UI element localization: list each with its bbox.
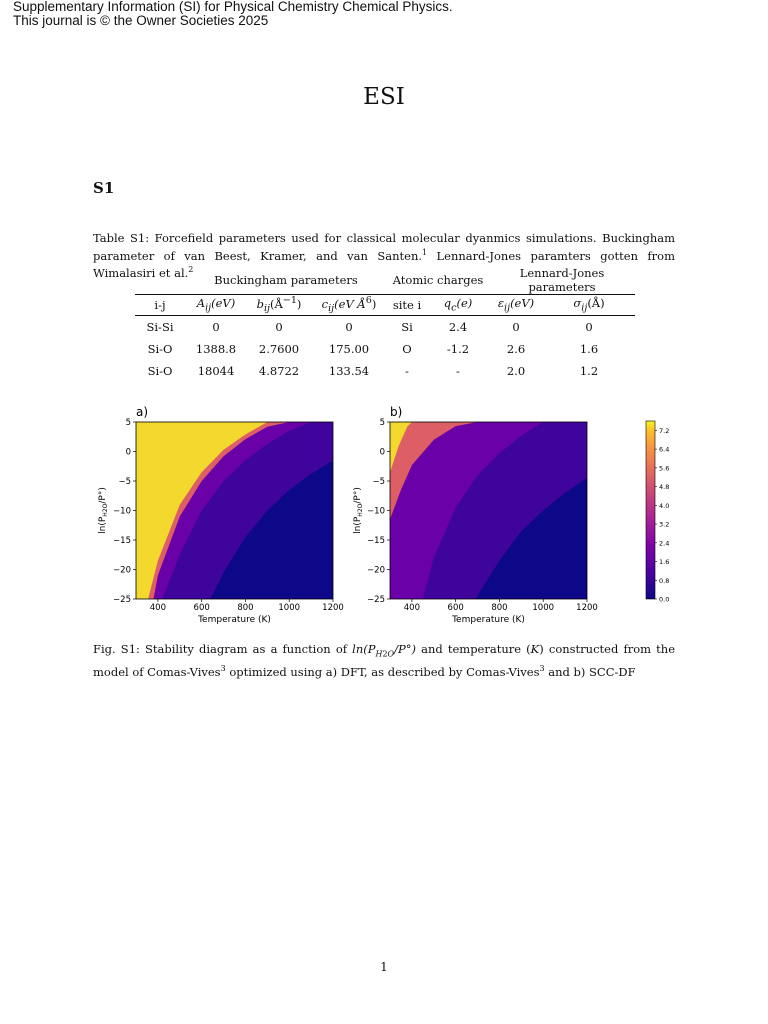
x-tick-label: 600 — [193, 603, 210, 613]
x-tick-label: 400 — [149, 603, 167, 613]
y-tick-label: −20 — [367, 565, 385, 576]
col-sigma: $\sigma_{ij}(Å)$ — [543, 295, 635, 316]
table-caption-text: Table S1: Forcefield parameters used for classical molecular dyanmics simulations. Buckingham parameter of van Beest, Kramer, and van Santen. — [93, 231, 675, 263]
figure-caption: Fig. S1: Stability diagram as a function of $\ln(P_{H2O}/P^\circ)$ and temperature (K) constructed from the model of Comas-Vives$^3$ optimized using a) DFT, as described by Comas-Vives$^3$ and b) SCC-DF — [93, 642, 676, 679]
col-a: $A_{ij}(eV)$ — [185, 295, 247, 316]
y-tick-label: 5 — [125, 418, 131, 428]
header-line-2: This journal is © the Owner Societies 2025 — [13, 13, 269, 28]
table-cell: -1.2 — [446, 342, 470, 356]
y-axis-label-b: $\ln(P_{H2O}/P^\circ)$ — [353, 487, 364, 534]
y-tick-label: −15 — [113, 536, 131, 546]
table-cell: 1388.8 — [195, 342, 237, 356]
reference-link-3[interactable]: 3 — [220, 663, 226, 673]
colorbar-tick-label: 6.4 — [659, 445, 670, 454]
y-tick-label: −25 — [367, 595, 385, 605]
y-tick-label: −15 — [367, 536, 385, 546]
x-tick-label: 400 — [403, 603, 421, 613]
x-tick-label: 1200 — [576, 603, 598, 613]
group-buckingham: Buckingham parameters — [185, 266, 387, 295]
colorbar-tick-label: 2.4 — [659, 539, 670, 548]
colorbar-tick-label: 1.6 — [659, 558, 670, 567]
y-tick-label: 5 — [379, 418, 385, 428]
y-axis-label-a: $\ln(P_{H2O}/P^\circ)$ — [98, 487, 109, 534]
table-cell: 1.2 — [579, 364, 599, 378]
col-site: site i — [387, 295, 427, 316]
table-row — [135, 360, 635, 382]
table-cell: 2.7600 — [258, 342, 300, 356]
table-cell: Si-Si — [146, 320, 174, 334]
table-cell: 0 — [212, 320, 220, 334]
col-b: $b_{ij}(Å^{-1})$ — [247, 295, 311, 316]
y-tick-label: −10 — [367, 506, 385, 517]
table-cell: Si — [401, 320, 413, 334]
group-atomic-charges: Atomic charges — [387, 266, 489, 295]
y-tick-label: −10 — [113, 506, 131, 517]
colorbar-tick-label: 4.8 — [659, 483, 670, 492]
x-axis-ticks — [150, 599, 344, 613]
table-cell: 133.54 — [328, 364, 370, 378]
colorbar-tick-label: 7.2 — [659, 426, 670, 435]
colorbar-ticks — [655, 427, 669, 604]
colorbar-tick-label: 4.0 — [659, 501, 670, 510]
journal-header — [13, 0, 453, 28]
table-cell: 1.6 — [579, 342, 599, 356]
section-heading: S1 — [93, 179, 115, 197]
table-row — [135, 316, 635, 339]
x-tick-label: 800 — [237, 603, 254, 613]
table-cell: - — [456, 364, 460, 378]
y-axis-ticks — [113, 418, 136, 605]
forcefield-table — [135, 266, 635, 382]
x-tick-label: 1000 — [532, 603, 555, 613]
table-column-header — [135, 295, 635, 316]
reference-link-3b[interactable]: 3 — [539, 663, 545, 673]
table-cell: 0 — [275, 320, 283, 334]
table-row — [135, 338, 635, 360]
header-line-1: Supplementary Information (SI) for Physical Chemistry Chemical Physics. — [13, 0, 453, 14]
y-tick-label: −5 — [118, 477, 131, 487]
colorbar-tick-label: 5.6 — [659, 464, 670, 473]
x-tick-label: 600 — [447, 603, 464, 613]
x-tick-label: 800 — [491, 603, 508, 613]
col-q: $q_c(e)$ — [427, 295, 489, 316]
x-axis-ticks — [404, 599, 598, 613]
table-cell: 2.6 — [506, 342, 526, 356]
table-cell: 0 — [585, 320, 593, 334]
colorbar-tick-label: 0.0 — [659, 595, 670, 604]
colorbar-tick-label: 3.2 — [659, 520, 670, 529]
x-axis-label-a: Temperature (K) — [198, 615, 271, 625]
panel-b — [353, 405, 598, 625]
table-cell: Si-O — [147, 364, 173, 378]
table-cell: - — [405, 364, 409, 378]
table-cell: Si-O — [147, 342, 173, 356]
page-title: ESI — [363, 84, 405, 110]
panel-label-b: b) — [390, 405, 403, 419]
table-cell: 0 — [345, 320, 353, 334]
stability-figure — [0, 400, 768, 630]
page-number: 1 — [380, 960, 388, 974]
col-c: $c_{ij}(eV$ $Å^6$) — [311, 295, 387, 316]
y-tick-label: 0 — [379, 447, 385, 458]
x-tick-label: 1200 — [322, 603, 344, 613]
col-epsilon: $\varepsilon_{ij}(eV)$ — [489, 295, 543, 316]
table-cell: 175.00 — [328, 342, 370, 356]
table-cell: 2.4 — [448, 320, 468, 334]
colorbar-tick-label: 0.8 — [659, 576, 670, 585]
panel-a — [98, 405, 344, 625]
y-tick-label: −5 — [372, 477, 385, 487]
y-tick-label: −25 — [113, 595, 131, 605]
colorbar-gradient — [646, 421, 655, 599]
table-cell: 0 — [512, 320, 520, 334]
y-tick-label: 0 — [125, 447, 131, 458]
colorbar — [646, 421, 669, 604]
reference-link-1[interactable]: 1 — [422, 247, 428, 257]
table-cell: 2.0 — [506, 364, 526, 378]
table-caption-text-2: Lennard-Jones paramters gotten from Wimalasiri et al. — [93, 248, 675, 280]
x-axis-label-b: Temperature (K) — [452, 615, 525, 625]
table-cell: 18044 — [197, 364, 235, 378]
table-cell: 4.8722 — [258, 364, 300, 378]
panel-label-a: a) — [136, 405, 149, 419]
group-lennard-jones: Lennard-Jones parameters — [489, 266, 635, 295]
x-tick-label: 1000 — [278, 603, 301, 613]
table-group-header — [135, 266, 635, 295]
table-cell: O — [402, 342, 412, 356]
col-ij: i-j — [135, 295, 185, 316]
y-axis-ticks — [367, 418, 390, 605]
y-tick-label: −20 — [113, 565, 131, 576]
reference-link-2[interactable]: 2 — [188, 264, 194, 274]
